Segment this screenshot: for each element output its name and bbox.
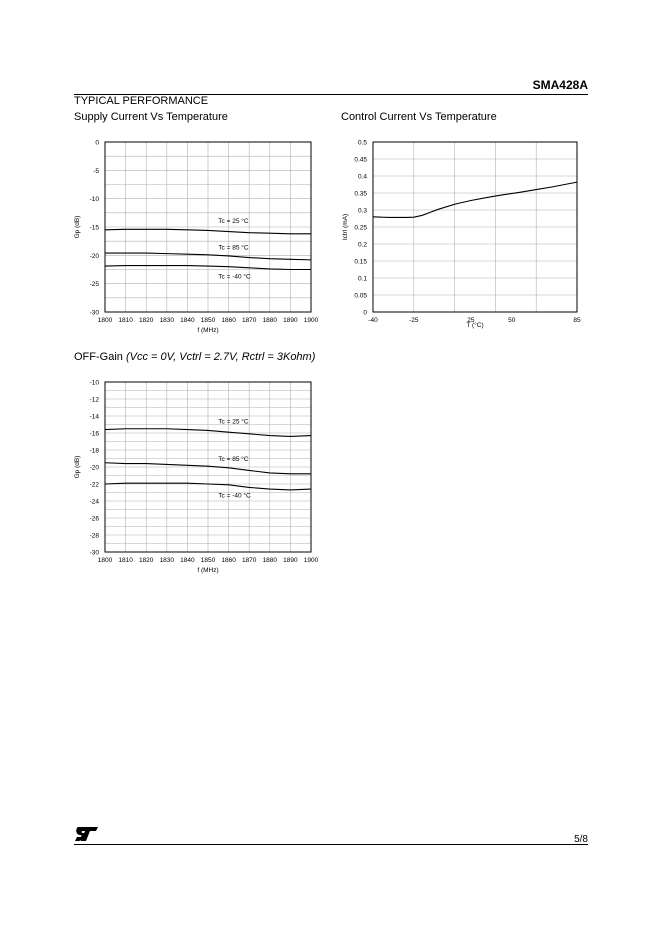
x-tick-label: 1880 <box>262 557 278 564</box>
y-tick-label: 0 <box>95 139 99 147</box>
x-axis-label: f (MHz) <box>197 327 219 334</box>
chart-title-supply-current: Supply Current Vs Temperature <box>74 111 228 123</box>
chart-title-off-gain-conditions: (Vcc = 0V, Vctrl = 2.7V, Rctrl = 3Kohm) <box>125 351 316 363</box>
y-tick-label: -20 <box>89 252 99 260</box>
y-tick-label: -15 <box>89 224 99 232</box>
y-tick-label: -5 <box>93 167 99 175</box>
x-axis-label: T (°C) <box>466 322 484 329</box>
chart-title-control-current: Control Current Vs Temperature <box>341 111 497 123</box>
x-tick-label: 1810 <box>118 557 133 564</box>
y-tick-label: 0.25 <box>354 224 367 232</box>
y-tick-label: -20 <box>89 464 99 472</box>
y-tick-label: -16 <box>89 430 99 438</box>
y-tick-label: -14 <box>89 413 99 421</box>
x-tick-label: 85 <box>573 317 581 324</box>
x-tick-label: 1850 <box>200 317 216 324</box>
series-line-1 <box>373 182 577 217</box>
x-tick-label: -40 <box>368 317 378 324</box>
y-tick-label: -25 <box>89 281 99 289</box>
x-tick-label: 1830 <box>159 557 175 564</box>
y-tick-label: 0.15 <box>354 258 367 266</box>
x-tick-label: 1870 <box>241 317 257 324</box>
x-tick-label: 1830 <box>159 317 175 324</box>
y-tick-label: 0.5 <box>357 139 367 147</box>
x-axis-label: f (MHz) <box>197 567 219 574</box>
y-tick-label: 0.05 <box>354 292 367 300</box>
series-label-3: Tc = -40 °C <box>218 273 251 281</box>
y-tick-label: 0.2 <box>357 241 367 249</box>
y-tick-label: 0 <box>363 309 367 317</box>
series-label-1: Tc = 25 °C <box>218 418 249 426</box>
x-tick-label: 1900 <box>303 317 319 324</box>
series-label-2: Tc = 85 °C <box>218 456 249 464</box>
part-number: SMA428A <box>532 78 588 92</box>
x-tick-label: 25 <box>467 317 475 324</box>
y-tick-label: -30 <box>89 549 99 557</box>
y-axis-label: Gp (dB) <box>74 215 81 239</box>
x-tick-label: 1890 <box>283 317 298 324</box>
x-tick-label: -25 <box>409 317 419 324</box>
x-tick-label: 1840 <box>180 557 195 564</box>
x-tick-label: 1860 <box>221 557 236 564</box>
y-tick-label: 0.35 <box>354 190 367 198</box>
y-axis-label: Ictrl (mA) <box>342 213 349 241</box>
y-tick-label: -24 <box>89 498 99 506</box>
st-logo-icon <box>74 825 100 843</box>
y-tick-label: -30 <box>89 309 99 317</box>
y-tick-label: -22 <box>89 481 99 489</box>
chart-off-gain <box>70 370 330 580</box>
x-tick-label: 1870 <box>241 557 257 564</box>
y-tick-label: -12 <box>89 396 99 404</box>
x-tick-label: 1900 <box>303 557 319 564</box>
x-tick-label: 1820 <box>138 557 154 564</box>
section-title: TYPICAL PERFORMANCE <box>74 95 209 107</box>
x-tick-label: 1810 <box>118 317 133 324</box>
series-label-2: Tc = 85 °C <box>218 244 249 252</box>
x-tick-label: 1880 <box>262 317 278 324</box>
x-tick-label: 1850 <box>200 557 216 564</box>
y-tick-label: -28 <box>89 532 99 540</box>
y-tick-label: 0.4 <box>357 173 367 181</box>
y-tick-label: 0.1 <box>357 275 367 283</box>
x-tick-label: 50 <box>508 317 516 324</box>
x-tick-label: 1800 <box>97 557 113 564</box>
chart-title-off-gain <box>74 351 315 363</box>
chart-control-current <box>330 130 590 340</box>
y-tick-label: -10 <box>89 379 99 387</box>
y-tick-label: -26 <box>89 515 99 523</box>
chart-supply-current <box>70 130 330 340</box>
x-tick-label: 1820 <box>138 317 154 324</box>
y-tick-label: 0.45 <box>354 156 367 164</box>
series-label-3: Tc = -40 °C <box>218 492 251 500</box>
x-tick-label: 1800 <box>97 317 113 324</box>
y-axis-label: Gp (dB) <box>74 455 81 479</box>
x-tick-label: 1860 <box>221 317 236 324</box>
series-label-1: Tc = 25 °C <box>218 218 249 226</box>
y-tick-label: 0.3 <box>357 207 367 215</box>
chart-title-off-gain-main: OFF-Gain <box>74 351 123 363</box>
x-tick-label: 1840 <box>180 317 195 324</box>
footer-rule <box>74 844 588 845</box>
page-number: 5/8 <box>574 834 588 845</box>
x-tick-label: 1890 <box>283 557 298 564</box>
y-tick-label: -18 <box>89 447 99 455</box>
y-tick-label: -10 <box>89 196 99 204</box>
